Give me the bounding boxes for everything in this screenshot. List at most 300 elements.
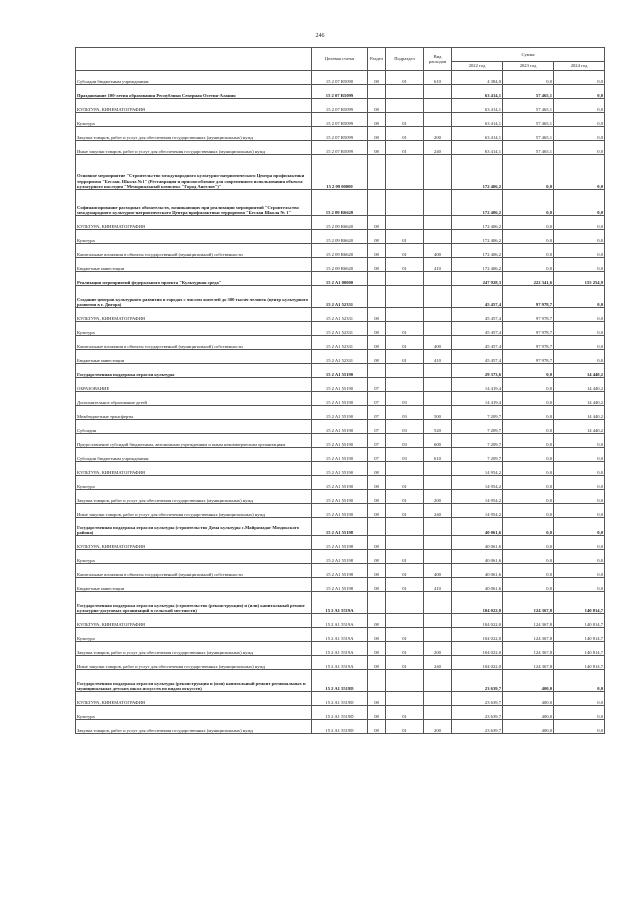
table-row xyxy=(76,350,605,364)
cell-subsection xyxy=(386,518,424,536)
cell-sum-2024: 0,0 xyxy=(554,141,605,155)
cell-sum-2023: 0,0 xyxy=(503,550,554,564)
cell-sum-2022: 4 384,0 xyxy=(452,71,503,85)
cell-sum-2024: 0,0 xyxy=(554,720,605,734)
table-row xyxy=(76,564,605,578)
cell-subsection: 01 xyxy=(386,322,424,336)
table-row xyxy=(76,642,605,656)
cell-name: Закупка товаров, работ и услуг для обеспечения государственных (муниципальных) нужд xyxy=(76,490,312,504)
table-row xyxy=(76,286,605,308)
cell-sum-2023: 0,0 xyxy=(503,420,554,434)
cell-section xyxy=(368,272,386,286)
header-name xyxy=(76,48,312,71)
cell-name: ОБРАЗОВАНИЕ xyxy=(76,378,312,392)
cell-subsection: 03 xyxy=(386,420,424,434)
table-row xyxy=(76,420,605,434)
cell-sum-2022: 104 022,0 xyxy=(452,614,503,628)
header-year-2022: 2022 год xyxy=(452,62,503,71)
cell-name: КУЛЬТУРА, КИНЕМАТОГРАФИЯ xyxy=(76,536,312,550)
cell-name: КУЛЬТУРА, КИНЕМАТОГРАФИЯ xyxy=(76,308,312,322)
cell-expense-type xyxy=(424,230,452,244)
cell-sum-2024: 0,0 xyxy=(554,258,605,272)
table-row xyxy=(76,216,605,230)
cell-name: Государственная поддержка отрасли культуры (строительство Дома культуры с.Майрамадаг Моздокского района) xyxy=(76,518,312,536)
cell-sum-2022: 172 406,2 xyxy=(452,190,503,216)
cell-expense-type xyxy=(424,550,452,564)
cell-target-article: 15 2 A1 55198 xyxy=(312,564,368,578)
cell-sum-2023: 97 978,7 xyxy=(503,308,554,322)
cell-sum-2022: 63 414,1 xyxy=(452,141,503,155)
cell-sum-2023: 0,0 xyxy=(503,71,554,85)
table-row xyxy=(76,71,605,85)
cell-name: Культура xyxy=(76,230,312,244)
cell-section: 08 xyxy=(368,71,386,85)
cell-name: Иные закупки товаров, работ и услуг для обеспечения государственных (муниципальных) нужд xyxy=(76,504,312,518)
cell-sum-2024: 0,0 xyxy=(554,504,605,518)
cell-subsection xyxy=(386,614,424,628)
cell-name: Культура xyxy=(76,628,312,642)
cell-subsection: 01 xyxy=(386,113,424,127)
cell-expense-type xyxy=(424,286,452,308)
cell-section: 08 xyxy=(368,628,386,642)
cell-target-article: 15 2 09 R6620 xyxy=(312,258,368,272)
cell-subsection: 03 xyxy=(386,434,424,448)
cell-expense-type xyxy=(424,706,452,720)
cell-name: Субсидии бюджетным учреждениям xyxy=(76,71,312,85)
cell-section: 08 xyxy=(368,490,386,504)
cell-subsection xyxy=(386,692,424,706)
cell-target-article: 15 2 A1 5519D xyxy=(312,706,368,720)
cell-sum-2023: 400,0 xyxy=(503,706,554,720)
cell-name: Капитальные вложения в объекты государственной (муниципальной) собственности xyxy=(76,564,312,578)
cell-section: 08 xyxy=(368,578,386,592)
table-row xyxy=(76,364,605,378)
cell-section: 08 xyxy=(368,462,386,476)
cell-sum-2024: 0,0 xyxy=(554,99,605,113)
cell-sum-2023: 0,0 xyxy=(503,518,554,536)
cell-sum-2022: 29 373,6 xyxy=(452,364,503,378)
cell-expense-type xyxy=(424,322,452,336)
table-row xyxy=(76,692,605,706)
cell-target-article: 15 2 A1 55190 xyxy=(312,462,368,476)
table-row xyxy=(76,141,605,155)
cell-sum-2023: 124 367,8 xyxy=(503,628,554,642)
cell-sum-2023: 124 367,8 xyxy=(503,592,554,614)
cell-target-article: 15 2 A1 00000 xyxy=(312,272,368,286)
page-number: 246 xyxy=(315,33,325,39)
cell-section xyxy=(368,85,386,99)
cell-expense-type xyxy=(424,592,452,614)
cell-expense-type: 400 xyxy=(424,244,452,258)
cell-sum-2024: 0,0 xyxy=(554,476,605,490)
cell-sum-2023: 400,0 xyxy=(503,670,554,692)
cell-subsection xyxy=(386,670,424,692)
cell-subsection: 01 xyxy=(386,706,424,720)
cell-sum-2023: 0,0 xyxy=(503,536,554,550)
cell-name: Капитальные вложения в объекты государственной (муниципальной) собственности xyxy=(76,336,312,350)
cell-section xyxy=(368,155,386,190)
cell-sum-2022: 14 954,2 xyxy=(452,490,503,504)
table-row xyxy=(76,99,605,113)
cell-section: 08 xyxy=(368,706,386,720)
table-row xyxy=(76,336,605,350)
cell-sum-2023: 0,0 xyxy=(503,504,554,518)
cell-section: 08 xyxy=(368,692,386,706)
cell-expense-type: 240 xyxy=(424,141,452,155)
cell-subsection xyxy=(386,85,424,99)
cell-name: Бюджетные инвестиции xyxy=(76,258,312,272)
cell-target-article: 15 2 09 R6620 xyxy=(312,244,368,258)
table-row xyxy=(76,706,605,720)
cell-sum-2023: 0,0 xyxy=(503,155,554,190)
cell-expense-type: 400 xyxy=(424,564,452,578)
table-row xyxy=(76,550,605,564)
cell-section xyxy=(368,364,386,378)
cell-sum-2024: 140 814,7 xyxy=(554,592,605,614)
cell-sum-2023: 57 465,1 xyxy=(503,127,554,141)
cell-section: 08 xyxy=(368,614,386,628)
cell-section: 08 xyxy=(368,258,386,272)
table-row xyxy=(76,190,605,216)
cell-name: Капитальные вложения в объекты государственной (муниципальной) собственности xyxy=(76,244,312,258)
cell-sum-2024: 14 440,2 xyxy=(554,364,605,378)
cell-expense-type: 240 xyxy=(424,656,452,670)
cell-sum-2024: 140 814,7 xyxy=(554,656,605,670)
cell-section: 08 xyxy=(368,564,386,578)
cell-name: Субсидии xyxy=(76,420,312,434)
cell-sum-2022: 172 406,2 xyxy=(452,216,503,230)
header-expense-type: Вид расходов xyxy=(424,48,452,71)
cell-section: 08 xyxy=(368,642,386,656)
cell-section: 08 xyxy=(368,720,386,734)
cell-expense-type: 500 xyxy=(424,406,452,420)
cell-sum-2022: 104 022,0 xyxy=(452,592,503,614)
table-row xyxy=(76,378,605,392)
cell-sum-2024: 0,0 xyxy=(554,350,605,364)
cell-expense-type: 410 xyxy=(424,258,452,272)
cell-sum-2022: 14 419,4 xyxy=(452,392,503,406)
cell-sum-2022: 172 406,2 xyxy=(452,244,503,258)
header-year-2023: 2023 год xyxy=(503,62,554,71)
cell-sum-2024: 0,0 xyxy=(554,670,605,692)
cell-subsection xyxy=(386,99,424,113)
cell-target-article: 15 2 A1 5519A xyxy=(312,656,368,670)
cell-subsection xyxy=(386,536,424,550)
cell-expense-type xyxy=(424,614,452,628)
table-row xyxy=(76,272,605,286)
cell-sum-2024: 0,0 xyxy=(554,286,605,308)
cell-subsection: 01 xyxy=(386,720,424,734)
cell-expense-type xyxy=(424,190,452,216)
cell-sum-2023: 0,0 xyxy=(503,364,554,378)
cell-sum-2022: 63 414,1 xyxy=(452,113,503,127)
cell-expense-type: 200 xyxy=(424,490,452,504)
cell-section xyxy=(368,286,386,308)
table-body xyxy=(76,71,605,734)
cell-expense-type: 610 xyxy=(424,448,452,462)
cell-sum-2022: 7 209,7 xyxy=(452,406,503,420)
cell-sum-2024: 0,0 xyxy=(554,564,605,578)
cell-sum-2022: 247 928,3 xyxy=(452,272,503,286)
cell-section xyxy=(368,670,386,692)
cell-sum-2023: 0,0 xyxy=(503,448,554,462)
table-row xyxy=(76,322,605,336)
cell-sum-2024: 140 814,7 xyxy=(554,628,605,642)
header-sum: Сумма xyxy=(452,48,605,62)
table-row xyxy=(76,113,605,127)
cell-name: Государственная поддержка отрасли культуры (реконструкция и (или) капитальный ремонт региональных и муниципальных детских школ искусств по видам искусств) xyxy=(76,670,312,692)
cell-sum-2023: 0,0 xyxy=(503,190,554,216)
cell-target-article: 15 2 A1 55190 xyxy=(312,434,368,448)
table-row xyxy=(76,628,605,642)
cell-sum-2022: 7 209,7 xyxy=(452,434,503,448)
cell-sum-2024: 0,0 xyxy=(554,448,605,462)
cell-expense-type xyxy=(424,85,452,99)
table-row xyxy=(76,155,605,190)
cell-name: Культура xyxy=(76,476,312,490)
table-row xyxy=(76,434,605,448)
cell-sum-2022: 14 419,4 xyxy=(452,378,503,392)
cell-section: 08 xyxy=(368,308,386,322)
cell-sum-2022: 172 406,2 xyxy=(452,230,503,244)
cell-sum-2022: 23 639,7 xyxy=(452,720,503,734)
cell-sum-2024: 14 440,2 xyxy=(554,420,605,434)
cell-sum-2024: 155 254,9 xyxy=(554,272,605,286)
cell-target-article: 15 2 A1 5519A xyxy=(312,592,368,614)
cell-sum-2022: 14 954,2 xyxy=(452,476,503,490)
table-row xyxy=(76,258,605,272)
cell-name: Дополнительное образование детей xyxy=(76,392,312,406)
cell-subsection xyxy=(386,462,424,476)
cell-expense-type xyxy=(424,378,452,392)
cell-expense-type xyxy=(424,113,452,127)
table-row xyxy=(76,308,605,322)
cell-target-article: 15 2 A1 55190 xyxy=(312,364,368,378)
header-year-2024: 2024 год xyxy=(554,62,605,71)
cell-name: Культура xyxy=(76,322,312,336)
cell-name: Межбюджетные трансферты xyxy=(76,406,312,420)
cell-subsection: 01 xyxy=(386,490,424,504)
cell-section: 07 xyxy=(368,392,386,406)
cell-sum-2023: 97 978,7 xyxy=(503,336,554,350)
header-subsection: Подраздел xyxy=(386,48,424,71)
cell-sum-2023: 222 341,6 xyxy=(503,272,554,286)
cell-name: КУЛЬТУРА, КИНЕМАТОГРАФИЯ xyxy=(76,692,312,706)
cell-target-article: 15 2 A1 55198 xyxy=(312,578,368,592)
cell-expense-type xyxy=(424,462,452,476)
cell-target-article: 15 2 A1 5519A xyxy=(312,642,368,656)
cell-expense-type xyxy=(424,392,452,406)
cell-sum-2022: 23 639,7 xyxy=(452,692,503,706)
cell-section: 08 xyxy=(368,216,386,230)
cell-sum-2022: 104 022,0 xyxy=(452,656,503,670)
cell-target-article: 15 2 09 R6620 xyxy=(312,190,368,216)
cell-sum-2022: 45 457,4 xyxy=(452,322,503,336)
cell-sum-2023: 57 465,1 xyxy=(503,141,554,155)
cell-target-article: 15 2 A1 52331 xyxy=(312,336,368,350)
cell-section: 08 xyxy=(368,113,386,127)
cell-subsection: 01 xyxy=(386,550,424,564)
cell-target-article: 15 2 A1 5519A xyxy=(312,628,368,642)
cell-section: 08 xyxy=(368,244,386,258)
cell-section: 08 xyxy=(368,322,386,336)
cell-subsection: 01 xyxy=(386,127,424,141)
cell-subsection: 01 xyxy=(386,504,424,518)
table-row xyxy=(76,578,605,592)
cell-target-article: 15 2 A1 55190 xyxy=(312,490,368,504)
cell-sum-2022: 23 639,7 xyxy=(452,706,503,720)
budget-table xyxy=(75,47,605,734)
cell-sum-2023: 400,0 xyxy=(503,720,554,734)
table-row xyxy=(76,670,605,692)
cell-sum-2022: 63 414,1 xyxy=(452,99,503,113)
cell-name: Бюджетные инвестиции xyxy=(76,350,312,364)
cell-sum-2024: 0,0 xyxy=(554,578,605,592)
cell-name: КУЛЬТУРА, КИНЕМАТОГРАФИЯ xyxy=(76,614,312,628)
cell-subsection: 01 xyxy=(386,244,424,258)
cell-expense-type xyxy=(424,628,452,642)
cell-section: 08 xyxy=(368,476,386,490)
cell-sum-2022: 45 457,4 xyxy=(452,308,503,322)
cell-sum-2024: 0,0 xyxy=(554,336,605,350)
cell-name: Культура xyxy=(76,550,312,564)
cell-section: 08 xyxy=(368,127,386,141)
table-row xyxy=(76,720,605,734)
cell-section: 08 xyxy=(368,99,386,113)
cell-section: 08 xyxy=(368,350,386,364)
cell-sum-2023: 0,0 xyxy=(503,216,554,230)
cell-subsection: 01 xyxy=(386,141,424,155)
cell-sum-2023: 400,0 xyxy=(503,692,554,706)
cell-name: Культура xyxy=(76,113,312,127)
cell-name: Иные закупки товаров, работ и услуг для обеспечения государственных (муниципальных) нужд xyxy=(76,656,312,670)
cell-section: 08 xyxy=(368,141,386,155)
cell-sum-2022: 45 457,4 xyxy=(452,350,503,364)
cell-section: 07 xyxy=(368,420,386,434)
cell-section: 08 xyxy=(368,536,386,550)
cell-section: 07 xyxy=(368,406,386,420)
cell-expense-type: 400 xyxy=(424,336,452,350)
cell-section: 08 xyxy=(368,336,386,350)
cell-name: Государственная поддержка отрасли культуры (строительство (реконструкция) и (или) капитальный ремонт культурно-досуговых организаций в сельской местности) xyxy=(76,592,312,614)
cell-expense-type: 240 xyxy=(424,504,452,518)
cell-sum-2024: 0,0 xyxy=(554,490,605,504)
cell-name: Реализация мероприятий федерального проекта "Культурная среда" xyxy=(76,272,312,286)
table-row xyxy=(76,85,605,99)
cell-target-article: 15 2 A1 5519D xyxy=(312,670,368,692)
cell-sum-2022: 45 457,4 xyxy=(452,286,503,308)
cell-name: Празднование 100-летия образования Республики Северная Осетия-Алания xyxy=(76,85,312,99)
cell-name: Создание центров культурного развития в городах с числом жителей до 300 тысяч человек (центр культурного развития в г. Дигора) xyxy=(76,286,312,308)
cell-section: 08 xyxy=(368,504,386,518)
cell-target-article: 15 2 A1 55190 xyxy=(312,476,368,490)
cell-sum-2024: 0,0 xyxy=(554,322,605,336)
cell-subsection xyxy=(386,286,424,308)
cell-sum-2024: 14 440,2 xyxy=(554,378,605,392)
cell-subsection xyxy=(386,378,424,392)
table-row xyxy=(76,592,605,614)
cell-target-article: 15 2 A1 55190 xyxy=(312,504,368,518)
cell-target-article: 15 2 A1 55198 xyxy=(312,536,368,550)
cell-name: Закупка товаров, работ и услуг для обеспечения государственных (муниципальных) нужд xyxy=(76,127,312,141)
cell-subsection xyxy=(386,592,424,614)
cell-sum-2022: 104 022,0 xyxy=(452,628,503,642)
cell-sum-2022: 14 954,2 xyxy=(452,504,503,518)
cell-section: 08 xyxy=(368,656,386,670)
cell-section xyxy=(368,592,386,614)
cell-subsection: 01 xyxy=(386,476,424,490)
cell-subsection xyxy=(386,308,424,322)
cell-target-article: 15 2 A1 52331 xyxy=(312,322,368,336)
cell-expense-type xyxy=(424,670,452,692)
cell-expense-type xyxy=(424,155,452,190)
cell-sum-2023: 0,0 xyxy=(503,230,554,244)
cell-sum-2022: 104 022,0 xyxy=(452,642,503,656)
cell-expense-type xyxy=(424,308,452,322)
cell-sum-2022: 23 639,7 xyxy=(452,670,503,692)
cell-expense-type xyxy=(424,216,452,230)
cell-subsection xyxy=(386,364,424,378)
cell-target-article: 15 2 A1 5519D xyxy=(312,692,368,706)
cell-sum-2023: 97 978,7 xyxy=(503,350,554,364)
cell-target-article: 15 2 07 R5099 xyxy=(312,127,368,141)
cell-section: 07 xyxy=(368,378,386,392)
cell-sum-2024: 0,0 xyxy=(554,308,605,322)
cell-target-article: 15 2 A1 55190 xyxy=(312,420,368,434)
cell-sum-2024: 0,0 xyxy=(554,550,605,564)
cell-name: Государственная поддержка отрасли культуры xyxy=(76,364,312,378)
table-row xyxy=(76,490,605,504)
cell-sum-2023: 57 465,1 xyxy=(503,99,554,113)
cell-sum-2022: 14 954,2 xyxy=(452,462,503,476)
cell-target-article: 15 2 09 00000 xyxy=(312,155,368,190)
cell-sum-2024: 0,0 xyxy=(554,434,605,448)
table-row xyxy=(76,614,605,628)
cell-name: Основное мероприятие "Строительство международного культурно-патриотического Центра профилактики терроризма "Беслан. Школа №1" (Реставрация и приспособление для современного использования объекта культурного наследия "Мемориальный комплекс "Город Ангелов")" xyxy=(76,155,312,190)
cell-sum-2023: 0,0 xyxy=(503,564,554,578)
cell-expense-type: 200 xyxy=(424,642,452,656)
cell-target-article: 15 2 A1 55198 xyxy=(312,518,368,536)
cell-name: Софинансирование расходных обязательств, возникающих при реализации мероприятий "Строительство международного культурно-патриотического Центра профилактики терроризма "Беслан Школа № 1" xyxy=(76,190,312,216)
cell-subsection: 01 xyxy=(386,564,424,578)
cell-subsection: 01 xyxy=(386,71,424,85)
cell-expense-type xyxy=(424,692,452,706)
cell-sum-2024: 0,0 xyxy=(554,244,605,258)
table-row xyxy=(76,127,605,141)
cell-sum-2024: 0,0 xyxy=(554,85,605,99)
cell-section: 08 xyxy=(368,230,386,244)
cell-sum-2022: 40 061,6 xyxy=(452,564,503,578)
cell-expense-type xyxy=(424,99,452,113)
cell-target-article: 15 2 A1 5519D xyxy=(312,720,368,734)
cell-sum-2023: 124 367,8 xyxy=(503,642,554,656)
cell-target-article: 15 2 A1 55190 xyxy=(312,448,368,462)
cell-sum-2024: 140 814,7 xyxy=(554,614,605,628)
cell-sum-2022: 45 457,4 xyxy=(452,336,503,350)
cell-sum-2023: 124 367,8 xyxy=(503,656,554,670)
cell-sum-2023: 0,0 xyxy=(503,258,554,272)
cell-section: 08 xyxy=(368,550,386,564)
cell-expense-type xyxy=(424,272,452,286)
cell-sum-2024: 0,0 xyxy=(554,113,605,127)
cell-expense-type xyxy=(424,476,452,490)
cell-target-article: 15 2 A1 52331 xyxy=(312,286,368,308)
table-row xyxy=(76,392,605,406)
table-row xyxy=(76,230,605,244)
cell-subsection xyxy=(386,190,424,216)
cell-target-article: 15 2 07 R5099 xyxy=(312,113,368,127)
cell-sum-2024: 0,0 xyxy=(554,462,605,476)
